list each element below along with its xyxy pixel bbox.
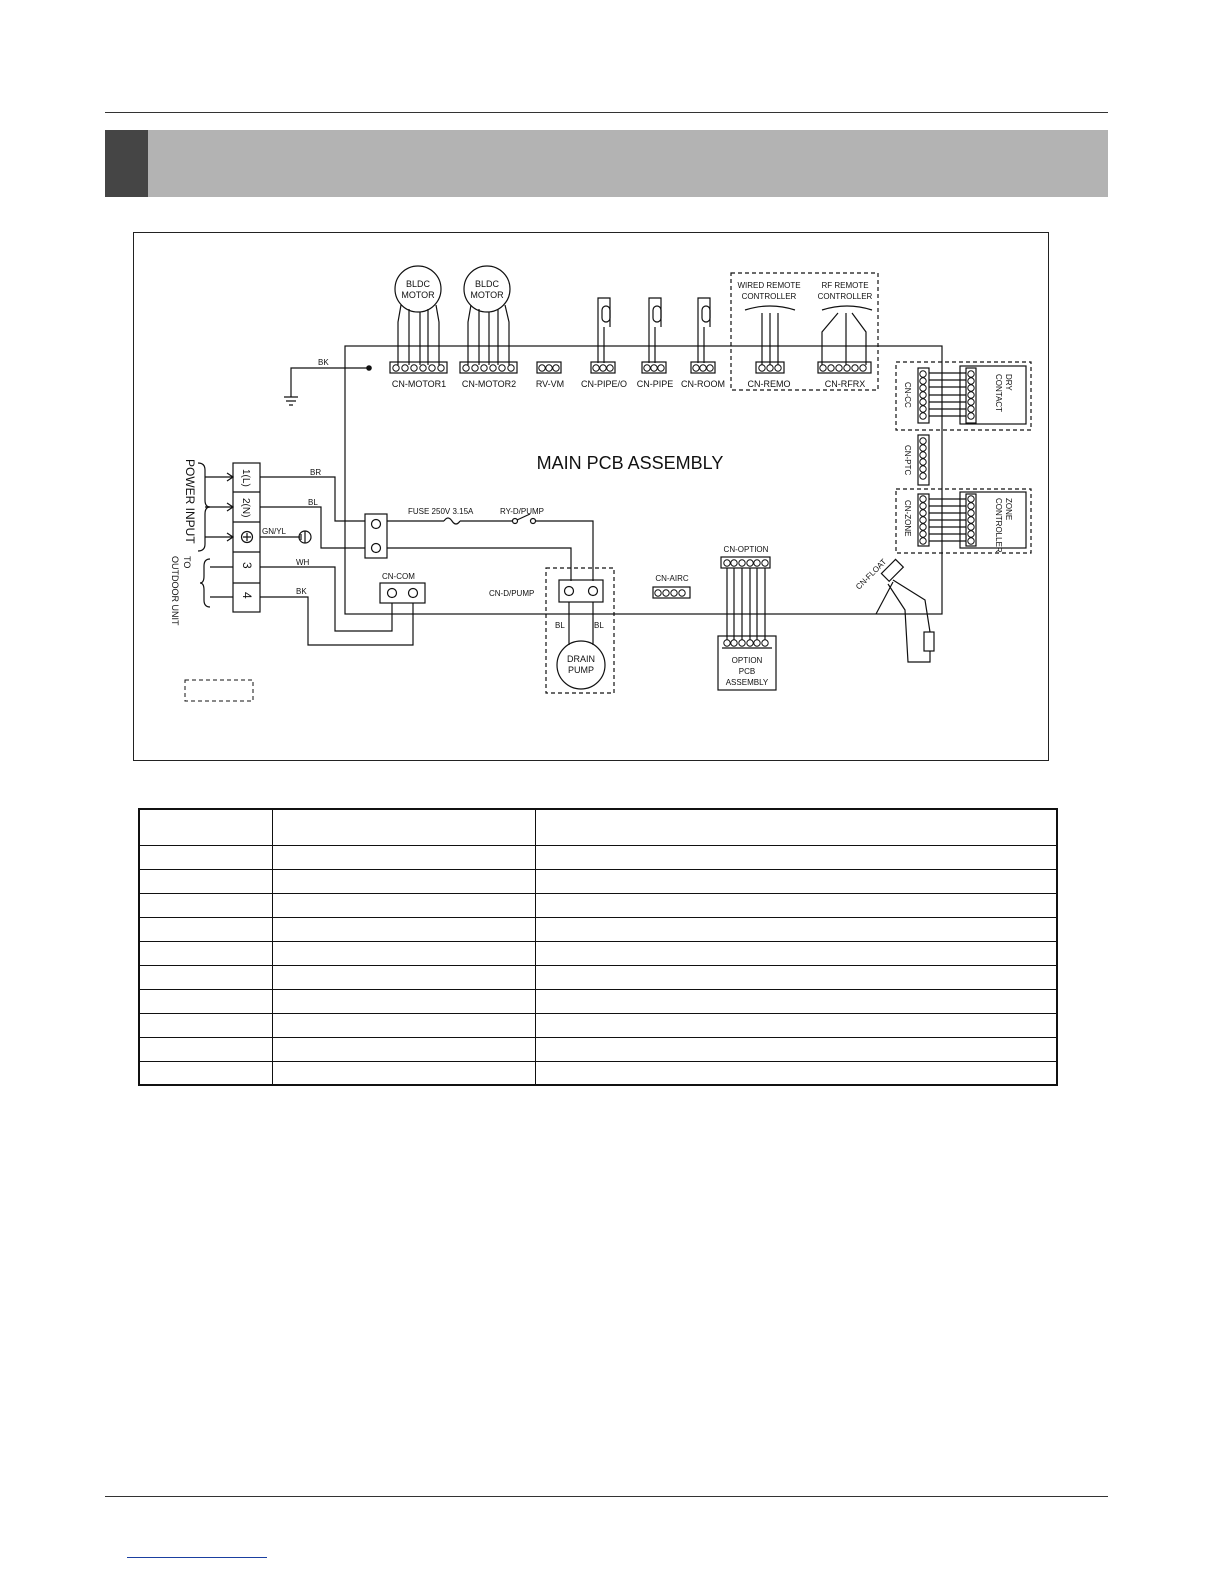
dry-contact-box (896, 362, 1031, 430)
cn-dpump-label: CN-D/PUMP (489, 589, 535, 598)
wired-remote-line1: WIRED REMOTE (737, 281, 801, 290)
zone-controller-line1: ZONE (1004, 498, 1013, 521)
bldc-motor-1-symbol (395, 266, 441, 312)
table-cell (536, 1037, 1058, 1061)
terminal-2-label: 2(N) (240, 498, 251, 518)
table-row (139, 1061, 1057, 1085)
cn-zone-label: CN-ZONE (903, 500, 912, 537)
wired-remote-line2: CONTROLLER (741, 292, 797, 301)
terminal-4-label: 4 (240, 592, 254, 599)
table-cell (139, 1013, 273, 1037)
table-cell (536, 893, 1058, 917)
table-cell (273, 1013, 536, 1037)
power-input-label: POWER INPUT (183, 459, 197, 544)
cn-option-label: CN-OPTION (723, 545, 769, 554)
wire-bk-label: BK (296, 587, 307, 596)
dry-contact-line1: DRY (1004, 374, 1013, 391)
option-pcb-line3: ASSEMBLY (725, 678, 769, 687)
table-row (139, 941, 1057, 965)
outdoor-label-line2: OUTDOOR UNIT (170, 556, 180, 626)
drain-pump-line1: DRAIN (566, 654, 596, 664)
table-cell (536, 845, 1058, 869)
cn-pipe-o-label: CN-PIPE/O (580, 379, 628, 389)
terminal-1-label: 1(L) (240, 469, 251, 487)
diagram-title: MAIN PCB ASSEMBLY (536, 453, 724, 473)
cn-com-label: CN-COM (382, 572, 415, 581)
wire-gnyl-label: GN/YL (262, 527, 287, 536)
table-cell (139, 845, 273, 869)
footer-link-underline[interactable] (127, 1557, 267, 1558)
zone-controller-line2: CONTROLLER (994, 498, 1003, 553)
table-cell (273, 941, 536, 965)
table-row (139, 1013, 1057, 1037)
cn-dpump-housing (559, 580, 603, 602)
wire-bl-label: BL (308, 498, 318, 507)
fuse-label: FUSE 250V 3.15A (408, 507, 474, 516)
table-cell (139, 965, 273, 989)
table-row (139, 965, 1057, 989)
table-cell (139, 893, 273, 917)
cn-float-label: CN-FLOAT (854, 557, 889, 592)
cn-cc-label: CN-CC (903, 382, 912, 408)
table-cell (139, 1037, 273, 1061)
cn-airc-label: CN-AIRC (655, 574, 689, 583)
cn-com-housing (380, 583, 425, 603)
table-cell (139, 917, 273, 941)
outdoor-label-line1: TO (182, 556, 192, 569)
legend-box (185, 680, 253, 701)
table-cell (536, 869, 1058, 893)
table-header-cell (273, 809, 536, 845)
motor2-label-line1: BLDC (474, 279, 500, 289)
table-row (139, 845, 1057, 869)
cn-room-label: CN-ROOM (681, 379, 725, 389)
rf-remote-line2: CONTROLLER (817, 292, 873, 301)
connector-pins (393, 365, 974, 646)
table-cell (273, 893, 536, 917)
table-cell (536, 989, 1058, 1013)
table-cell (536, 917, 1058, 941)
table-header-cell (139, 809, 273, 845)
cn-rfrx-label: CN-RFRX (824, 379, 866, 389)
motor1-label-line2: MOTOR (401, 290, 435, 300)
cn-pipe-label: CN-PIPE (636, 379, 674, 389)
pump-wire-right-label: BL (594, 621, 604, 630)
table-cell (273, 869, 536, 893)
motor2-label-line2: MOTOR (470, 290, 504, 300)
table-cell (273, 989, 536, 1013)
rf-remote-line1: RF REMOTE (821, 281, 869, 290)
table-header-cell (536, 809, 1058, 845)
table-row (139, 1037, 1057, 1061)
ground-wire-label: BK (318, 358, 329, 367)
cn-remo-label: CN-REMO (747, 379, 791, 389)
table-cell (536, 941, 1058, 965)
table-row (139, 893, 1057, 917)
table-cell (273, 1061, 536, 1085)
option-pcb-line1: OPTION (731, 656, 763, 665)
table-cell (273, 845, 536, 869)
table-cell (536, 965, 1058, 989)
table-cell (139, 869, 273, 893)
drain-pump-line2: PUMP (567, 665, 595, 675)
table-cell (536, 1061, 1058, 1085)
table-cell (139, 1061, 273, 1085)
table-cell (536, 1013, 1058, 1037)
cn-motor2-label: CN-MOTOR2 (461, 379, 517, 389)
table-row (139, 917, 1057, 941)
table-header-row (139, 809, 1057, 845)
table-cell (273, 965, 536, 989)
motor1-label-line1: BLDC (405, 279, 431, 289)
cn-ptc-label: CN-PTC (903, 445, 912, 476)
table-cell (273, 917, 536, 941)
terminal-3-label: 3 (240, 562, 254, 569)
cn-power-housing (365, 514, 387, 558)
table-row (139, 869, 1057, 893)
option-pcb-line2: PCB (738, 667, 756, 676)
relay-label: RY-D/PUMP (500, 507, 545, 516)
wire-br-label: BR (310, 468, 322, 477)
dry-contact-line2: CONTACT (994, 374, 1003, 413)
cn-motor1-label: CN-MOTOR1 (391, 379, 447, 389)
wire-wh-label: WH (296, 558, 310, 567)
table-cell (139, 989, 273, 1013)
table-cell (273, 1037, 536, 1061)
wire-table (138, 808, 1058, 1086)
float-switch (924, 632, 934, 651)
table-row (139, 989, 1057, 1013)
pump-wire-left-label: BL (555, 621, 565, 630)
rv-vm-label: RV-VM (535, 379, 565, 389)
table-cell (139, 941, 273, 965)
bottom-rule (105, 1496, 1108, 1497)
